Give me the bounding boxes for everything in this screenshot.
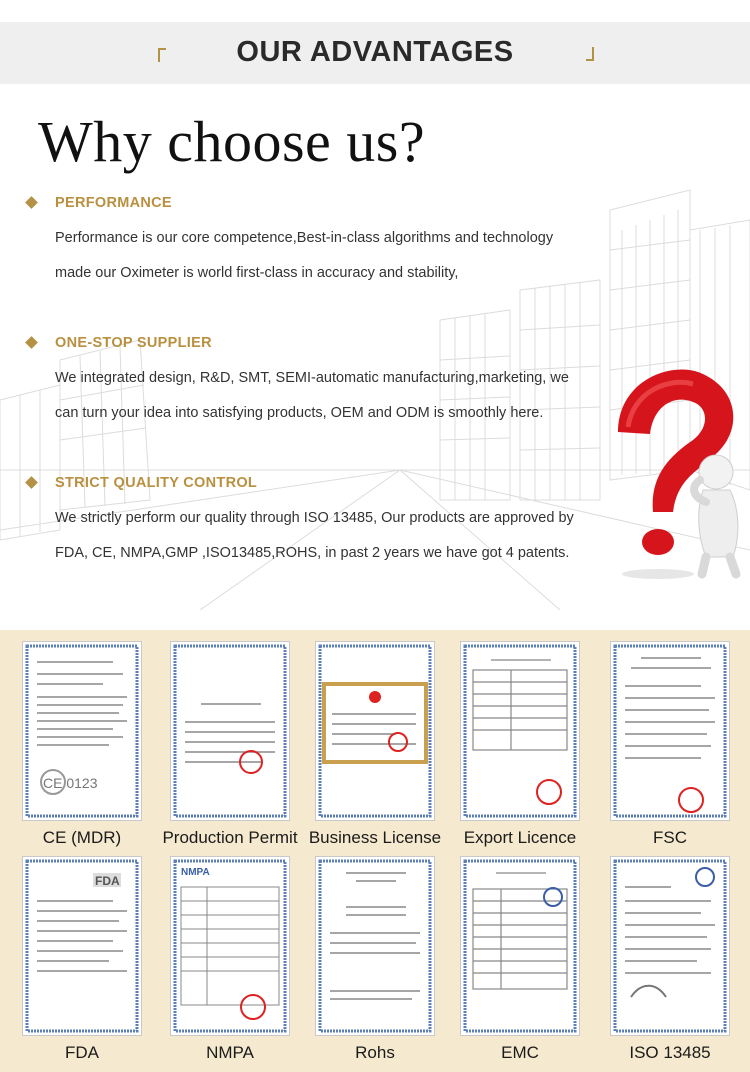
certificate-label: CE (MDR) — [42, 828, 122, 847]
certificate-document — [610, 856, 730, 1036]
feature-title-one-stop-supplier: ONE-STOP SUPPLIER — [55, 335, 212, 351]
right-bracket-ornament — [586, 47, 594, 61]
certificate-label: Export Licence — [463, 828, 577, 847]
certificate-document — [460, 641, 580, 821]
feature-text: We integrated design, R&D, SMT, SEMI-automatic manufacturing,marketing, we — [55, 370, 569, 386]
feature-text: We strictly perform our quality through ISO 13485, Our products are approved by — [55, 510, 574, 526]
certificate-document — [315, 856, 435, 1036]
certificate-document — [460, 856, 580, 1036]
certificate-document — [170, 856, 290, 1036]
why-choose-us-heading: Why choose us? — [38, 109, 426, 174]
certificate-document — [22, 856, 142, 1036]
certificate-document — [22, 641, 142, 821]
certificate-document — [315, 641, 435, 821]
feature-title-performance: PERFORMANCE — [55, 195, 172, 211]
feature-text: made our Oximeter is world first-class in accuracy and stability, — [55, 265, 459, 281]
certificate-label: Rohs — [355, 1043, 395, 1062]
nmpa-logo: NMPA — [181, 867, 210, 878]
certificate-label: NMPA — [206, 1043, 254, 1062]
top-margin — [0, 0, 750, 22]
certificate-label: FSC — [653, 828, 687, 847]
certificate-document — [610, 641, 730, 821]
fda-logo: FDA — [95, 874, 120, 888]
certificate-label: Business License — [308, 828, 442, 847]
section-title: OUR ADVANTAGES — [236, 36, 514, 68]
feature-text: FDA, CE, NMPA,GMP ,ISO13485,ROHS, in past 2 years we have got 4 patents. — [55, 545, 570, 561]
feature-title-quality-control: STRICT QUALITY CONTROL — [55, 475, 258, 491]
certificate-label: Production Permit — [162, 828, 298, 847]
certificate-label: ISO 13485 — [629, 1043, 711, 1062]
feature-text: can turn your idea into satisfying products, OEM and ODM is smoothly here. — [55, 405, 544, 421]
certificate-document — [170, 641, 290, 821]
question-mark-figure-illustration — [598, 362, 750, 582]
certificate-label: FDA — [65, 1043, 99, 1062]
feature-text: Performance is our core competence,Best-in-class algorithms and technology — [55, 230, 554, 246]
ce-mark: CE 0123 — [43, 775, 98, 791]
certificate-label: EMC — [501, 1043, 539, 1062]
